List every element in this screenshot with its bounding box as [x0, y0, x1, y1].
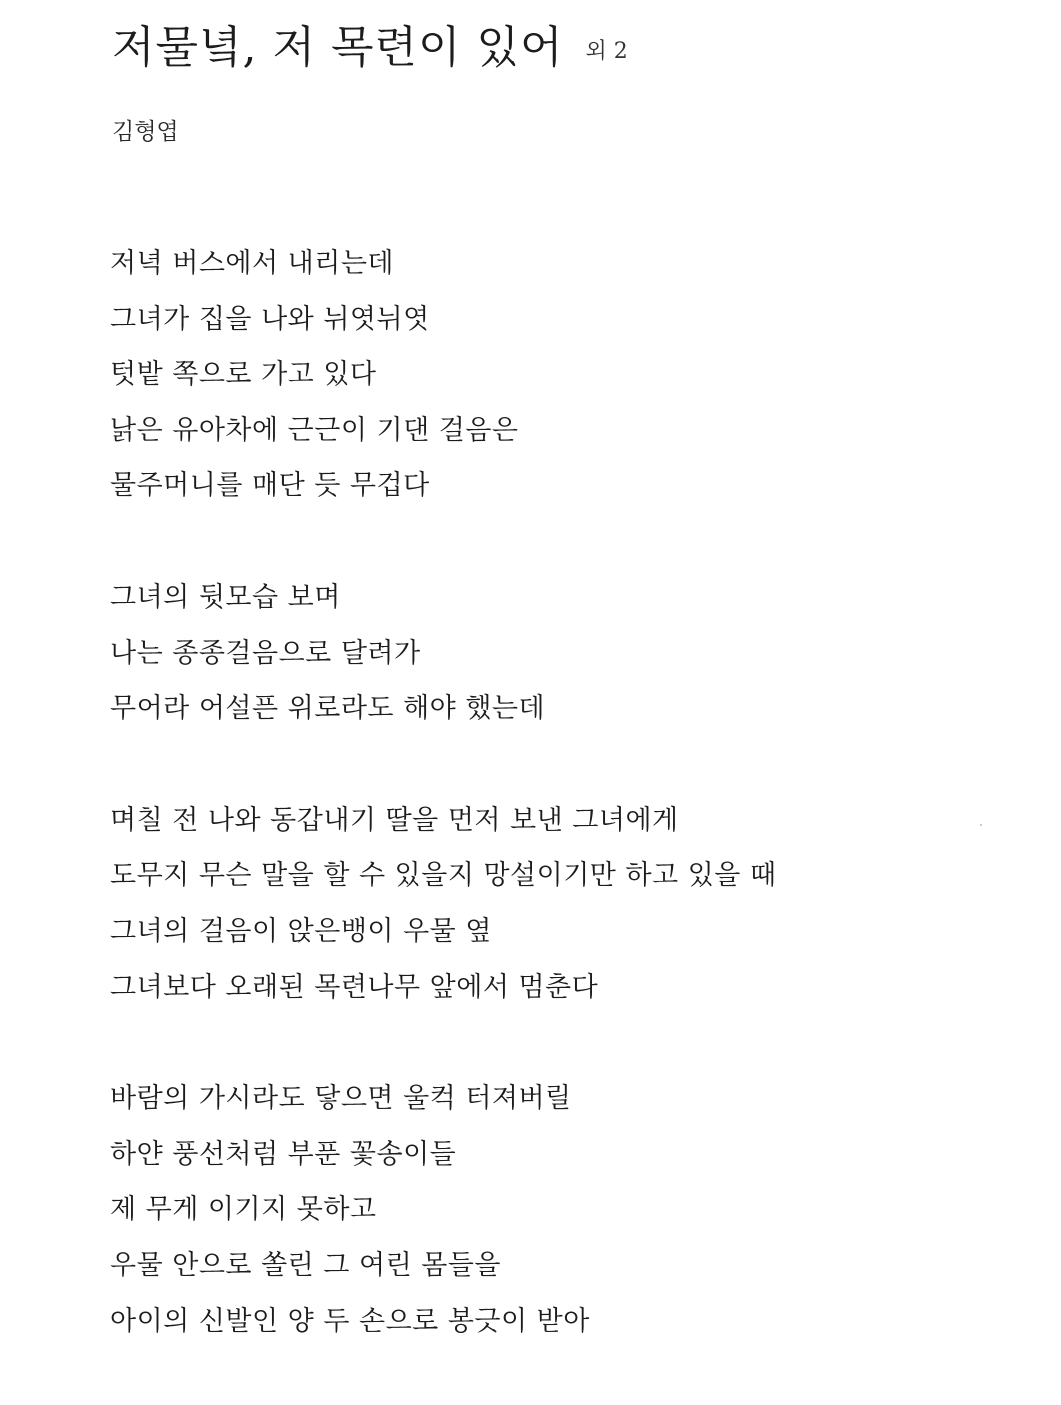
poem-title: 저물녘, 저 목련이 있어 [112, 22, 564, 73]
poem-line: 그녀의 걸음이 앉은뱅이 우물 옆 [110, 915, 492, 947]
poem-line: 나는 종종걸음으로 달려가 [110, 637, 421, 669]
poem-line: 바람의 가시라도 닿으면 울컥 터져버릴 [110, 1083, 572, 1115]
scan-speck [980, 824, 982, 826]
stanza-1 [110, 236, 1030, 514]
poem-line: 도무지 무슨 말을 할 수 있을지 망설이기만 하고 있을 때 [110, 860, 777, 892]
poem-line: 텃밭 쪽으로 가고 있다 [110, 359, 377, 391]
poem-body [110, 236, 1030, 1405]
poem-line: 저녁 버스에서 내리는데 [110, 248, 394, 279]
poem-line: 무어라 어설픈 위로라도 해야 했는데 [110, 693, 546, 725]
author-name: 김형엽 [112, 119, 179, 145]
poem-line: 그녀의 뒷모습 보며 [110, 581, 341, 613]
poem-line: 아이의 신발인 양 두 손으로 봉긋이 받아 [110, 1305, 590, 1337]
poem-line: 물주머니를 매단 듯 무겁다 [110, 470, 430, 502]
stanza-3 [110, 793, 1030, 1015]
stanza-4 [110, 1071, 1030, 1349]
poem-line: 낡은 유아차에 근근이 기댄 걸음은 [110, 414, 519, 446]
poem-line: 며칠 전 나와 동갑내기 딸을 먼저 보낸 그녀에게 [110, 804, 679, 836]
poem-line: 우물 안으로 쏠린 그 여린 몸들을 [110, 1249, 501, 1281]
title-suffix: 외 2 [585, 39, 628, 64]
poem-line: 하얀 풍선처럼 부푼 꽃송이들 [110, 1138, 457, 1170]
title-row [112, 18, 628, 78]
poem-line: 그녀가 집을 나와 뉘엿뉘엿 [110, 303, 430, 335]
poem-line: 그녀보다 오래된 목련나무 앞에서 멈춘다 [110, 971, 599, 1003]
stanza-2 [110, 570, 1030, 737]
poem-line: 제 무게 이기지 못하고 [110, 1194, 377, 1226]
